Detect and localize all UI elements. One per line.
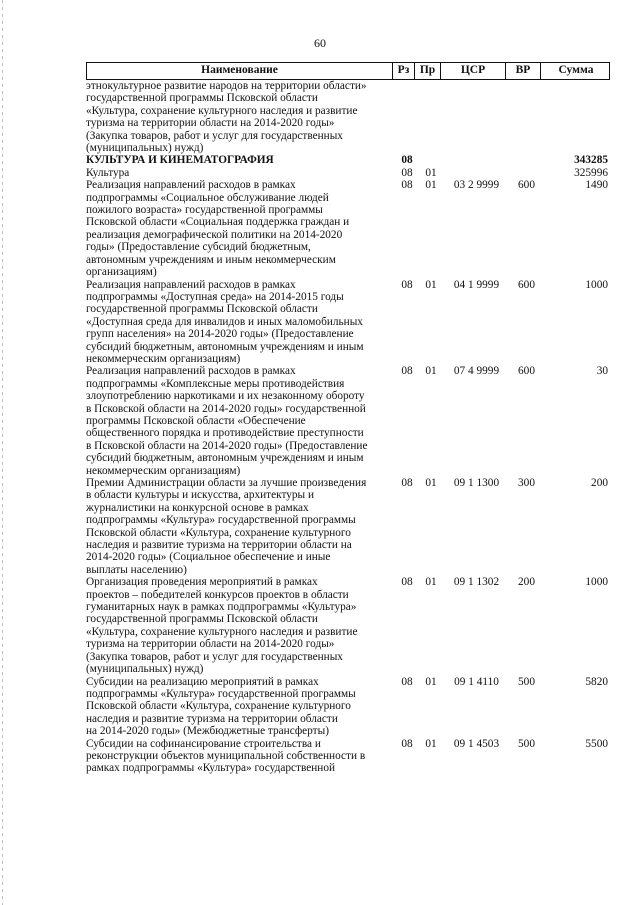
row-rz: 08 (401, 365, 413, 378)
row-rz: 08 (401, 477, 413, 489)
row-rz: 08 (401, 278, 413, 291)
header-vr: ВР (506, 63, 541, 79)
table-header (86, 62, 610, 80)
row-csr: 09 1 1302 (453, 576, 500, 589)
row-vr: 600 (518, 365, 535, 378)
row-name: Реализация направлений расходов в рамках подпрограммы «Социальное обслуживание людей пожилого возраста» государственной программы Псковской области «Социальная поддержка граждан и реализация демографической политики на 2014-2020 годы» (Предоставление субсидий бюджетным, автономным учреждениям и иным некоммерческим организациям) (86, 179, 350, 279)
table-row (86, 279, 610, 366)
row-name: Организация проведения мероприятий в рамках проектов – победителей конкурсов проектов в области гуманитарных наук в рамках подпрограммы «Культура» государственной программы Псковской области «Культура, сохранение культурного наследия и развитие туризма на территории области на 2014-2020 годы» (Закупка товаров, работ и услуг для государственных (муниципальных) нужд) (86, 576, 358, 676)
row-rz: 08 (401, 179, 413, 192)
row-vr: 500 (518, 737, 535, 750)
row-csr: 07 4 9999 (453, 365, 500, 378)
table-row (86, 167, 610, 179)
row-pr: 01 (425, 166, 437, 179)
row-rz: 08 (401, 576, 413, 589)
row-rz: 08 (401, 166, 413, 179)
page-number: 60 (314, 36, 326, 50)
row-name: Субсидии на реализацию мероприятий в рамках подпрограммы «Культура» государственной программы Псковской области «Культура, сохранение культурного наследия и развитие туризма на территории области на 2014-2020 годы» (Межбюджетные трансферты) (86, 675, 356, 738)
header-csr: ЦСР (441, 63, 506, 79)
row-name: Реализация направлений расходов в рамках подпрограммы «Комплексные меры противодействия злоупотреблению наркотиками и их незаконному обороту в Псковской области на 2014-2020 годы» государственной программы Псковской области «Обеспечение общественного порядка и противодействие преступности в Псковской области на 2014-2020 годы» (Предоставление субсидий бюджетным, автономным учреждениям и иным некоммерческим организациям) (86, 365, 368, 477)
row-vr (511, 167, 546, 179)
row-pr: 01 (425, 278, 437, 291)
row-sum: 1490 (585, 179, 608, 192)
header-name: Наименование (87, 63, 393, 79)
budget-table (86, 62, 610, 775)
row-pr: 01 (425, 737, 437, 750)
row-rz: 08 (401, 737, 413, 750)
row-vr (511, 154, 546, 166)
table-row (86, 738, 610, 775)
row-name: Культура (86, 166, 130, 179)
row-csr: 03 2 9999 (453, 179, 500, 192)
row-vr: 500 (518, 675, 535, 688)
table-row (86, 576, 610, 675)
row-name: Субсидии на софинансирование строительства и реконструкции объектов муниципальной собственности в рамках подпрограммы «Культура» государственной (86, 737, 366, 775)
row-name: Премии Администрации области за лучшие произведения в области культуры и искусства, архитектуры и журналистики на конкурсной основе в рамках подпрограммы «Культура» государственной программы Псковской области «Культура, сохранение культурного наследия и развитие туризма на территории области на 2014-2020 годы» (Социальное обеспечение и иные выплаты населению) (86, 477, 367, 576)
row-sum: 1000 (585, 576, 608, 589)
row-csr (446, 154, 511, 166)
row-csr: 04 1 9999 (453, 278, 500, 291)
row-vr: 200 (518, 576, 535, 589)
row-sum: 200 (591, 477, 608, 489)
row-csr: 09 1 4503 (453, 737, 500, 750)
row-pr: 01 (425, 576, 437, 589)
row-sum: 30 (596, 365, 608, 378)
continuation-text: этнокультурное развитие народов на территории области» государственной программы Псковской области «Культура, сохранение культурного наследия и развитие туризма на территории области на 2014-2020 годы» (Закупка товаров, работ и услуг для государственных (муниципальных) нужд) (86, 80, 367, 155)
row-vr: 600 (518, 179, 535, 192)
table-row (86, 365, 610, 477)
table-row (86, 154, 610, 166)
header-sum: Сумма (558, 64, 594, 76)
row-sum: 343285 (574, 154, 608, 167)
row-pr: 01 (425, 477, 437, 489)
table-row (86, 676, 610, 738)
header-pr: Пр (415, 63, 441, 79)
row-sum: 5500 (585, 737, 608, 750)
header-rz: Рз (393, 63, 415, 79)
scan-edge (2, 0, 3, 905)
row-sum: 5820 (585, 675, 608, 688)
row-rz: 08 (401, 154, 413, 167)
row-sum: 325996 (574, 166, 608, 179)
row-pr: 01 (425, 365, 437, 378)
row-sum: 1000 (585, 278, 608, 291)
row-csr: 09 1 1300 (453, 477, 500, 489)
row-pr: 01 (425, 675, 437, 688)
table-row (86, 179, 610, 278)
row-vr: 600 (518, 278, 535, 291)
row-name: Реализация направлений расходов в рамках подпрограммы «Доступная среда» на 2014-2015 годы государственной программы Псковской области «Доступная среда для инвалидов и иных маломобильных групп населения» на 2014-2020 годы» (Предоставление субсидий бюджетным, автономным учреждениям и иным некоммерческим организациям) (86, 278, 364, 365)
row-name: КУЛЬТУРА И КИНЕМАТОГРАФИЯ (86, 154, 274, 167)
row-pr (420, 154, 446, 166)
row-csr: 09 1 4110 (454, 675, 499, 688)
row-rz: 08 (401, 675, 413, 688)
row-vr: 300 (518, 477, 535, 489)
table-row (86, 477, 610, 576)
row-csr (446, 167, 511, 179)
row-pr: 01 (425, 179, 437, 192)
